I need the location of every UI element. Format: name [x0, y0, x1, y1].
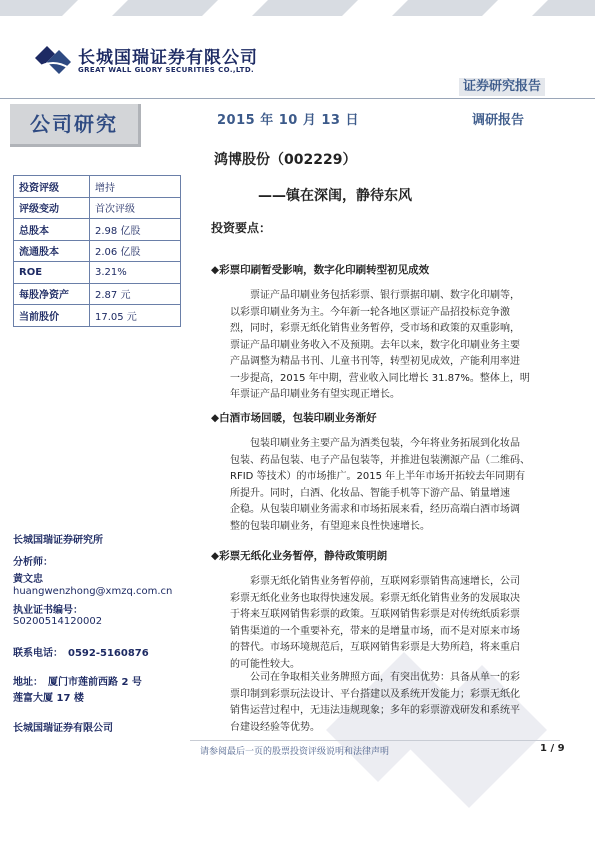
text-line: 包装印刷业务主要产品为酒类包装，今年将业务拓展到化妆品	[250, 438, 520, 449]
stock-title: 鸿博股份（002229）	[214, 152, 357, 168]
table-row	[14, 305, 181, 327]
text-line: 一步提高，2015 年中期，营业收入同比增长 31.87%。整体上，明	[230, 372, 530, 384]
table-row	[14, 197, 181, 219]
text-line: 以彩票印刷业务为主。今年新一轮各地区票证产品招投标竞争激	[230, 306, 510, 318]
table-key: 评级变动	[14, 197, 90, 219]
table-value: 2.87 元	[90, 283, 181, 305]
section-heading: ◆彩票无纸化业务暂停，静待政策明朗	[211, 550, 388, 562]
company-name-en: GREAT WALL GLORY SECURITIES CO.,LTD.	[78, 66, 255, 74]
text-line: 烈，同时，彩票无纸化销售业务暂停，受市场和政策的双重影响，	[230, 323, 520, 334]
report-type-label: 证券研究报告	[459, 78, 545, 96]
text-line: RFID 等技术）的市场推广。2015 年上半年市场开拓较去年同期有	[230, 471, 526, 482]
table-value: 17.05 元	[90, 305, 181, 327]
table-value: 2.06 亿股	[90, 240, 181, 262]
section-paragraph	[230, 436, 555, 535]
header-stripe-band	[0, 0, 595, 16]
doc-type-label: 调研报告	[472, 113, 525, 128]
section-badge	[10, 104, 141, 147]
table-key: 总股本	[14, 219, 90, 241]
text-line: 企稳。从包装印刷业务需求和市场拓展来看，经历高端白酒市场调	[230, 504, 520, 515]
text-line: 公司在争取相关业务牌照方面，有突出优势：具备从单一的彩	[250, 672, 520, 683]
address-line-2: 莲富大厦 17 楼	[13, 693, 84, 704]
table-key: 投资评级	[14, 176, 90, 198]
table-value: 首次评级	[90, 197, 181, 219]
table-key: 当前股价	[14, 305, 90, 327]
analyst-name: 黄文忠	[13, 574, 43, 585]
text-line: 的可能性较大。	[230, 658, 300, 670]
license-label: 执业证书编号：	[13, 605, 83, 616]
header-divider	[0, 98, 595, 99]
section-heading: ◆彩票印刷暂受影响，数字化印刷转型初见成效	[211, 264, 430, 276]
footer-divider	[190, 740, 560, 741]
text-line: 销售渠道的一个重要补充，带来的是增量市场，而不是对原来市场	[230, 625, 520, 637]
company-logo-icon	[33, 44, 73, 76]
report-date: 2015 年 10 月 13 日	[217, 113, 359, 128]
text-line: 于将来互联网销售彩票的政策。互联网销售彩票是对传统纸质彩票	[230, 609, 520, 620]
text-line: 票证产品印刷业务收入不及预期。去年以来，数字化印刷业务主要	[230, 339, 520, 351]
table-row	[14, 240, 181, 262]
table-value: 增持	[90, 176, 181, 198]
analyst-label: 分析师：	[13, 557, 53, 568]
stock-info-table	[13, 175, 181, 327]
text-line: 彩票无纸化销售业务暂停前，互联网彩票销售高速增长，公司	[250, 576, 520, 587]
address-line-1: 地址： 厦门市莲前西路 2 号	[13, 677, 142, 688]
table-value: 2.98 亿股	[90, 219, 181, 241]
institute-name: 长城国瑞证券研究所	[13, 535, 103, 546]
contact-phone: 联系电话： 0592-5160876	[13, 648, 149, 659]
text-line: 的替代。市场环境规范后，互联网销售彩票是大势所趋，将来重启	[230, 642, 520, 653]
table-row	[14, 283, 181, 305]
text-line: 票证产品印刷业务包括彩票、银行票据印刷、数字化印刷等，	[250, 290, 520, 301]
company-name-cn: 长城国瑞证券有限公司	[78, 48, 258, 68]
text-line: 整的包装印刷业务，有望迎来良性快速增长。	[230, 520, 430, 532]
text-line: 彩票无纸化业务也取得快速发展。彩票无纸化销售业务的发展取决	[230, 592, 520, 604]
analyst-email-link[interactable]: huangwenzhong@xmzq.com.cn	[13, 586, 173, 597]
table-row	[14, 176, 181, 198]
company-name-footer: 长城国瑞证券有限公司	[13, 723, 113, 734]
report-subtitle: ——镇在深闺，静待东风	[258, 188, 412, 204]
section-label: 公司研究	[30, 112, 118, 136]
text-line: 台建设经验等优势。	[230, 721, 320, 733]
text-line: 销售运营过程中，无违法违规现象；多年的彩票游戏研发和系统平	[230, 705, 520, 716]
invest-points-heading: 投资要点：	[211, 221, 272, 235]
table-key: ROE	[14, 262, 90, 284]
table-key: 流通股本	[14, 240, 90, 262]
table-row	[14, 262, 181, 284]
section-heading: ◆白酒市场回暖，包装印刷业务渐好	[211, 412, 377, 424]
page-number: 1 / 9	[540, 743, 565, 754]
text-line: 包装、药品包装、电子产品包装等，并推进包装溯源产品（二维码、	[230, 454, 530, 466]
table-row	[14, 219, 181, 241]
section-paragraph	[230, 670, 555, 736]
section-paragraph	[230, 288, 555, 404]
disclaimer-link[interactable]: 请参阅最后一页的股票投资评级说明和法律声明	[200, 747, 390, 757]
text-line: 产品调整为精品书刊、儿童书刊等，转型初见成效，产能利用率进	[230, 356, 520, 367]
text-line: 所提升。同时，白酒、化妆品、智能手机等下游产品、销量增速	[230, 487, 510, 499]
license-number: S0200514120002	[13, 616, 103, 627]
text-line: 票印制到彩票玩法设计、平台搭建以及系统开发能力；彩票无纸化	[230, 688, 520, 700]
text-line: 年票证产品印刷业务有望实现正增长。	[230, 389, 400, 400]
section-paragraph	[230, 574, 555, 673]
table-key: 每股净资产	[14, 283, 90, 305]
table-value: 3.21%	[90, 262, 181, 284]
